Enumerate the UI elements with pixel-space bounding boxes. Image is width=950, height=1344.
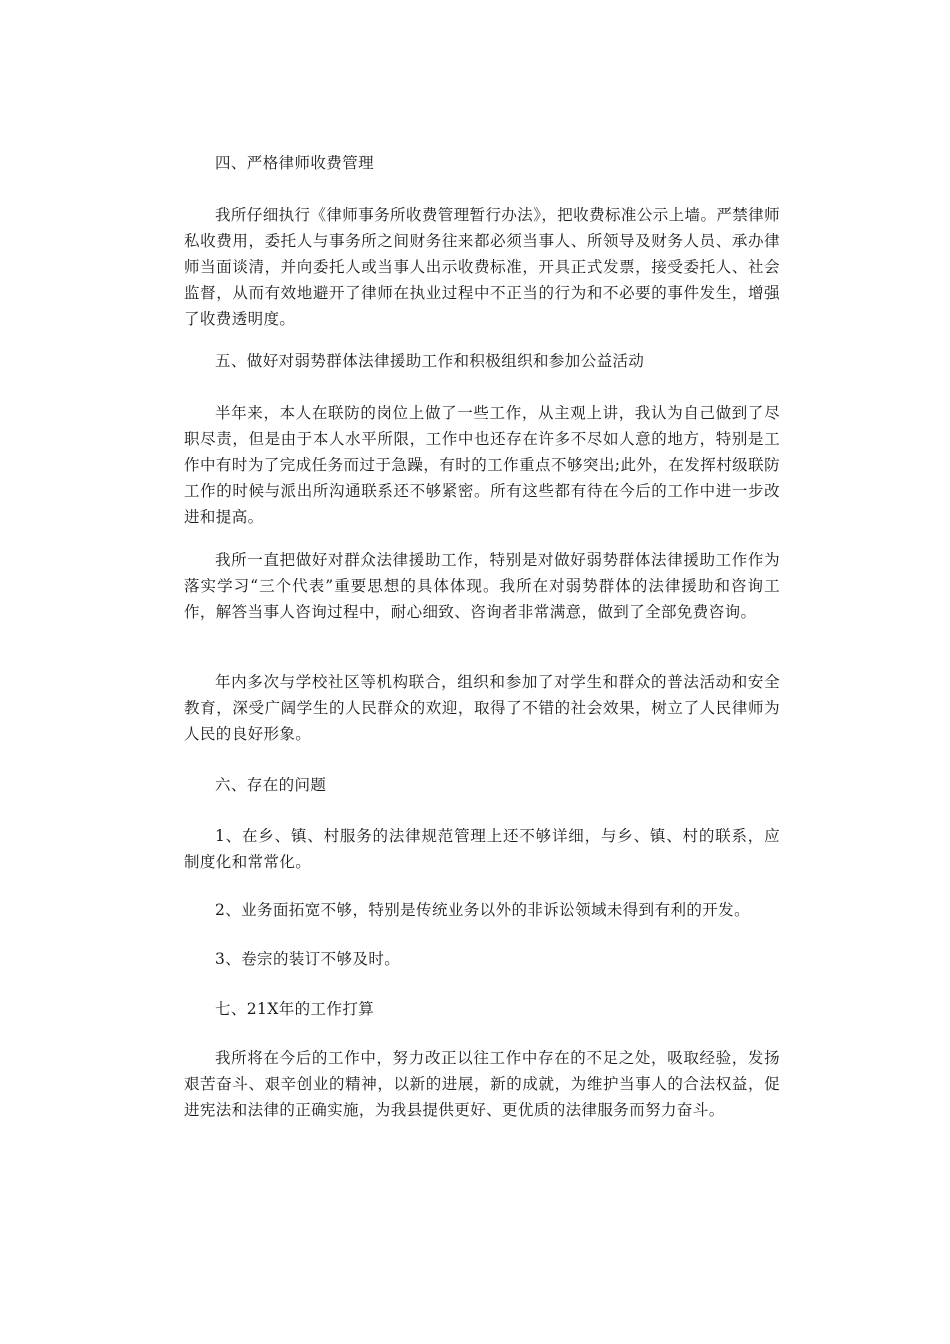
issue-item-3: 3、卷宗的装订不够及时。 (215, 950, 401, 968)
paragraph-half-year-work: 半年来，本人在联防的岗位上做了一些工作，从主观上讲，我认为自己做到了尽职尽责，但是由于本人水平所限，工作中也还存在许多不尽如人意的地方，特别是工作中有时为了完成任务而过于急躁，有时的工作重点不够突出;此外，在发挥村级联防工作的时候与派出所沟通联系还不够紧密。所有这些都有待在今后的工作中进一步改进和提高。 (184, 404, 780, 526)
section-heading-4: 四、严格律师收费管理 (215, 154, 375, 172)
section-heading-6: 六、存在的问题 (215, 776, 327, 794)
paragraph-fee-management: 我所仔细执行《律师事务所收费管理暂行办法》，把收费标准公示上墙。严禁律师私收费用，委托人与事务所之间财务往来都必须当事人、所领导及财务人员、承办律师当面谈清，并向委托人或当事人出示收费标准，开具正式发票，接受委托人、社会监督，从而有效地避开了律师在执业过程中不正当的行为和不必要的事件发生，增强了收费透明度。 (184, 206, 780, 328)
paragraph-legal-aid: 我所一直把做好对群众法律援助工作，特别是对做好弱势群体法律援助工作作为落实学习“三个代表”重要思想的具体体现。我所在对弱势群体的法律援助和咨询工作，解答当事人咨询过程中，耐心细致、咨询者非常满意，做到了全部免费咨询。 (184, 551, 780, 621)
paragraph-public-welfare: 年内多次与学校社区等机构联合，组织和参加了对学生和群众的普法活动和安全教育，深受广阔学生的人民群众的欢迎，取得了不错的社会效果，树立了人民律师为人民的良好形象。 (184, 673, 780, 743)
paragraph-work-plan: 我所将在今后的工作中，努力改正以往工作中存在的不足之处，吸取经验，发扬艰苦奋斗、艰辛创业的精神，以新的进展，新的成就，为维护当事人的合法权益，促进宪法和法律的正确实施，为我县提供更好、更优质的法律服务而努力奋斗。 (184, 1049, 780, 1119)
section-heading-5: 五、做好对弱势群体法律援助工作和积极组织和参加公益活动 (215, 352, 645, 370)
section-heading-7: 七、21X年的工作打算 (215, 1000, 375, 1018)
issue-item-1: 1、在乡、镇、村服务的法律规范管理上还不够详细，与乡、镇、村的联系，应制度化和常常化。 (184, 827, 780, 871)
issue-item-2: 2、业务面拓宽不够，特别是传统业务以外的非诉讼领域未得到有利的开发。 (215, 901, 750, 919)
